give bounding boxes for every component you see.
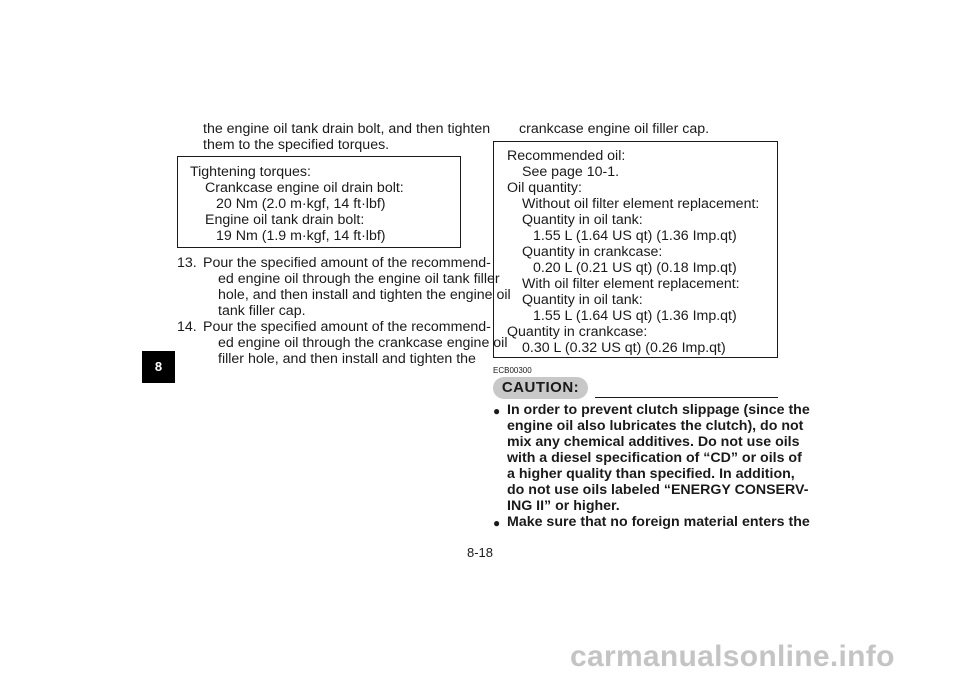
- oil-box-line: See page 10-1.: [522, 164, 620, 180]
- bullet-icon: ●: [493, 516, 501, 530]
- section-tab: 8: [142, 351, 175, 383]
- caution-bullet-1-line: engine oil also lubricates the clutch), do not: [507, 418, 804, 434]
- step-13-number: 13.: [177, 255, 197, 271]
- oil-box-line: Recommended oil:: [507, 148, 626, 164]
- watermark: carmanualsonline.info: [570, 640, 895, 673]
- torque-spec-box: [177, 156, 461, 248]
- caution-bullet-1-line: In order to prevent clutch slippage (since the: [507, 402, 810, 418]
- oil-box-line: Quantity in oil tank:: [522, 212, 643, 228]
- continuation-text: crankcase engine oil filler cap.: [519, 121, 710, 137]
- step-14-line: filler hole, and then install and tighten the: [218, 351, 476, 367]
- caution-bullet-1-line: mix any chemical additives. Do not use oils: [507, 434, 800, 450]
- step-13-line: ed engine oil through the engine oil tank filler: [218, 271, 500, 287]
- step-14-number: 14.: [177, 319, 197, 335]
- caution-bullet-1-line: with a diesel specification of “CD” or oils of: [507, 450, 802, 466]
- oil-box-line: 0.20 L (0.21 US qt) (0.18 Imp.qt): [533, 260, 737, 276]
- oil-box-line: 1.55 L (1.64 US qt) (1.36 Imp.qt): [533, 308, 737, 324]
- torque-item2-label: Engine oil tank drain bolt:: [205, 212, 365, 228]
- oil-box-line: Oil quantity:: [507, 180, 582, 196]
- oil-box-line: Quantity in oil tank:: [522, 292, 643, 308]
- bullet-icon: ●: [493, 404, 501, 418]
- step-13-line: hole, and then install and tighten the engine oil: [218, 287, 511, 303]
- recommended-oil-box: [493, 141, 778, 358]
- oil-box-line: With oil filter element replacement:: [522, 276, 740, 292]
- oil-box-line: 0.30 L (0.32 US qt) (0.26 Imp.qt): [522, 340, 726, 356]
- torque-title: Tightening torques:: [190, 164, 311, 180]
- torque-item2-value: 19 Nm (1.9 m·kgf, 14 ft·lbf): [216, 228, 386, 244]
- oil-box-line: 1.55 L (1.64 US qt) (1.36 Imp.qt): [533, 228, 737, 244]
- step-13-line: Pour the specified amount of the recommend-: [203, 255, 491, 271]
- caution-bullet-1-line: ING II” or higher.: [507, 498, 620, 514]
- page-number: 8-18: [466, 545, 494, 560]
- step-14-line: ed engine oil through the crankcase engine oil: [218, 335, 508, 351]
- caution-bullet-1-line: a higher quality than specified. In addition,: [507, 466, 795, 482]
- caution-label: CAUTION:: [493, 377, 588, 399]
- torque-item1-label: Crankcase engine oil drain bolt:: [205, 180, 404, 196]
- intro-line-2: them to the specified torques.: [203, 137, 390, 153]
- step-13-line: tank filler cap.: [218, 303, 306, 319]
- caution-bullet-1-line: do not use oils labeled “ENERGY CONSERV-: [507, 482, 809, 498]
- oil-box-line: Without oil filter element replacement:: [522, 196, 760, 212]
- caution-code: ECB00300: [493, 366, 532, 375]
- intro-line-1: the engine oil tank drain bolt, and then tighten: [203, 121, 491, 137]
- step-14-line: Pour the specified amount of the recommend-: [203, 319, 491, 335]
- caution-bullet-2-line: Make sure that no foreign material enters the: [507, 514, 810, 530]
- oil-box-line: Quantity in crankcase:: [522, 244, 663, 260]
- oil-box-line: Quantity in crankcase:: [507, 324, 648, 340]
- torque-item1-value: 20 Nm (2.0 m·kgf, 14 ft·lbf): [216, 196, 386, 212]
- caution-divider: [595, 397, 778, 398]
